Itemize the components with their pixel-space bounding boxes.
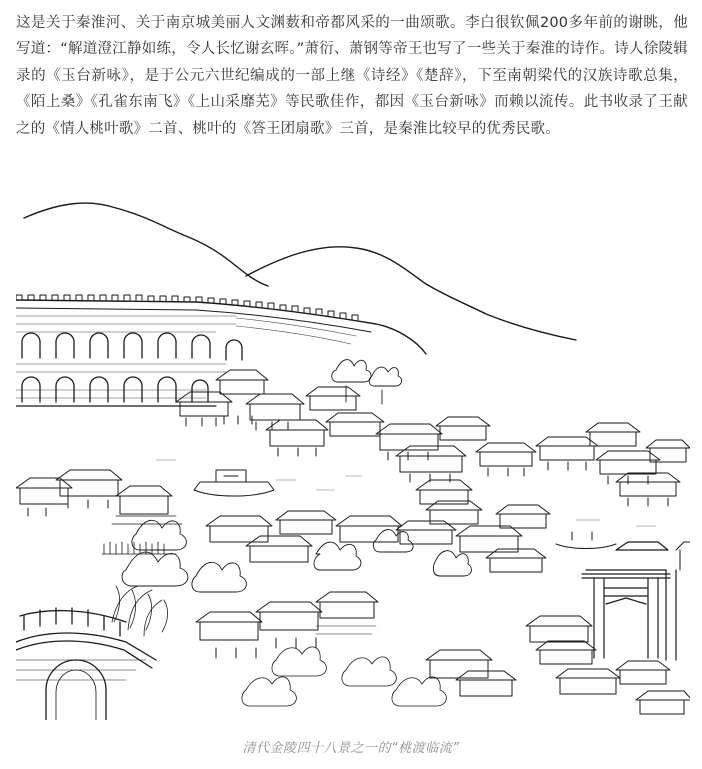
mountain-outline <box>24 203 576 340</box>
article-paragraph: 这是关于秦淮河、关于南京城美丽人文渊薮和帝都风采的一曲颂歌。李白很钦佩200多年前的谢眺，他写道：“解道澄江静如练，令人长忆谢玄晖。”萧衍、萧钢等帝王也写了一些关于秦淮的诗作。诗人徐陵辑录的《玉台新咏》，是于公元六世纪编成的一部上继《诗经》《楚辞》，下至南朝梁代的汉族诗歌总集，《陌上桑》《孔雀东南飞》《上山采靡芜》等民歌佳作，都因《玉台新咏》而赖以流传。此书收录了王献之的《情人桃叶歌》二首、桃叶的《答王团扇歌》三首，是秦淮比较早的优秀民歌。 <box>16 15 688 137</box>
illustration-taodu-linliu <box>16 190 690 720</box>
willow-trees <box>112 586 446 706</box>
village-left <box>16 470 182 524</box>
boats <box>194 470 616 549</box>
trees-middle <box>122 520 471 592</box>
city-wall <box>16 295 426 406</box>
village-lower <box>196 592 516 696</box>
village-center <box>206 480 550 572</box>
memorial-gate <box>582 542 676 660</box>
figure-caption: 清代金陵四十八景之一的“桃渡临流” <box>242 741 460 756</box>
stone-bridge <box>16 608 156 720</box>
fence-reeds <box>102 542 176 554</box>
trees-upper <box>332 360 402 404</box>
village-houses <box>176 370 690 506</box>
